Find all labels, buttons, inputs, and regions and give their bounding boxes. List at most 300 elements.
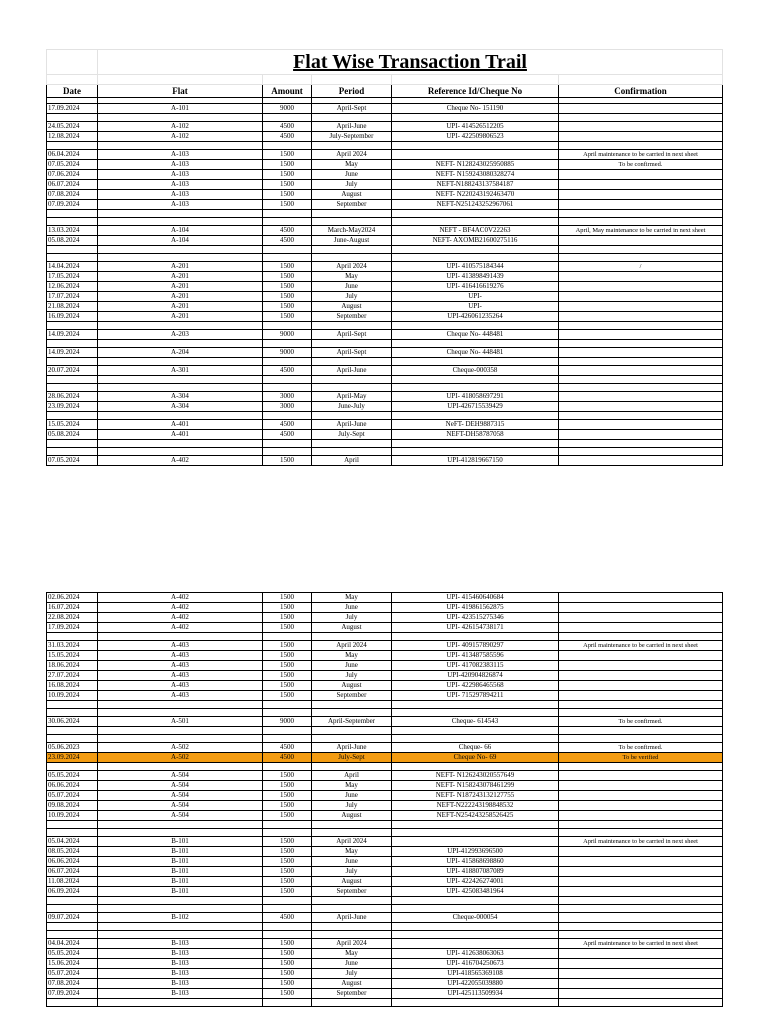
cell-reference[interactable] [392, 246, 559, 254]
cell-flat[interactable]: B-102 [98, 913, 263, 923]
cell-date[interactable]: 07.05.2024 [47, 160, 98, 170]
cell-reference[interactable]: UPI-412993696500 [392, 847, 559, 857]
cell-flat[interactable]: A-501 [98, 717, 263, 727]
cell-amount[interactable]: 4500 [263, 366, 312, 376]
cell-amount[interactable] [263, 440, 312, 448]
cell-amount[interactable] [263, 905, 312, 913]
cell-confirmation[interactable] [559, 430, 723, 440]
cell-period[interactable]: July-Sept [312, 430, 392, 440]
cell-flat[interactable]: A-401 [98, 430, 263, 440]
cell-amount[interactable]: 1500 [263, 959, 312, 969]
cell-period[interactable]: August [312, 811, 392, 821]
cell-date[interactable]: 27.07.2024 [47, 671, 98, 681]
cell-period[interactable] [312, 358, 392, 366]
cell-date[interactable]: 07.08.2024 [47, 979, 98, 989]
cell-flat[interactable]: A-502 [98, 743, 263, 753]
cell-amount[interactable]: 4500 [263, 743, 312, 753]
cell-confirmation[interactable]: April maintenance to be carried in next sheet [559, 641, 723, 651]
cell-date[interactable] [47, 322, 98, 330]
cell-date[interactable] [47, 254, 98, 262]
cell-reference[interactable] [392, 218, 559, 226]
cell-reference[interactable] [392, 633, 559, 641]
cell-date[interactable]: 16.09.2024 [47, 312, 98, 322]
cell-period[interactable]: June [312, 282, 392, 292]
cell-period[interactable]: May [312, 949, 392, 959]
cell-date[interactable] [47, 210, 98, 218]
cell-date[interactable]: 05.05.2024 [47, 771, 98, 781]
cell-amount[interactable]: 1500 [263, 969, 312, 979]
cell-confirmation[interactable] [559, 440, 723, 448]
cell-confirmation[interactable] [559, 603, 723, 613]
cell-period[interactable]: April [312, 456, 392, 466]
cell-confirmation[interactable]: April maintenance to be carried in next sheet [559, 150, 723, 160]
cell-period[interactable]: May [312, 651, 392, 661]
cell-date[interactable]: 31.03.2024 [47, 641, 98, 651]
cell-flat[interactable]: A-104 [98, 236, 263, 246]
cell-reference[interactable] [392, 440, 559, 448]
cell-period[interactable]: June [312, 791, 392, 801]
cell-period[interactable]: April-June [312, 420, 392, 430]
cell-confirmation[interactable] [559, 448, 723, 456]
cell-amount[interactable]: 1500 [263, 593, 312, 603]
cell-flat[interactable]: A-402 [98, 603, 263, 613]
cell-period[interactable] [312, 218, 392, 226]
cell-date[interactable] [47, 246, 98, 254]
cell-date[interactable]: 09.08.2024 [47, 801, 98, 811]
cell-period[interactable]: July-September [312, 132, 392, 142]
cell-amount[interactable]: 1500 [263, 939, 312, 949]
cell-reference[interactable]: UPI-418565369108 [392, 969, 559, 979]
cell-reference[interactable] [392, 931, 559, 939]
cell-flat[interactable] [98, 701, 263, 709]
cell-flat[interactable]: A-103 [98, 150, 263, 160]
cell-confirmation[interactable] [559, 867, 723, 877]
cell-period[interactable]: July-Sept [312, 753, 392, 763]
cell-reference[interactable]: UPI- 422426274001 [392, 877, 559, 887]
cell-period[interactable] [312, 322, 392, 330]
cell-reference[interactable] [392, 376, 559, 384]
cell-amount[interactable] [263, 735, 312, 743]
cell-confirmation[interactable] [559, 358, 723, 366]
cell-period[interactable]: April 2024 [312, 262, 392, 272]
cell-amount[interactable]: 1500 [263, 262, 312, 272]
cell-date[interactable]: 16.07.2024 [47, 603, 98, 613]
cell-flat[interactable] [98, 763, 263, 771]
cell-amount[interactable]: 1500 [263, 887, 312, 897]
cell-confirmation[interactable]: April maintenance to be carried in next sheet [559, 939, 723, 949]
cell-date[interactable]: 16.08.2024 [47, 681, 98, 691]
header-date[interactable]: Date [47, 85, 98, 98]
cell-confirmation[interactable] [559, 651, 723, 661]
cell-amount[interactable]: 1500 [263, 661, 312, 671]
cell-confirmation[interactable] [559, 412, 723, 420]
cell-period[interactable]: April-June [312, 743, 392, 753]
cell-period[interactable] [312, 340, 392, 348]
cell-reference[interactable]: NeFT- DEH9887315 [392, 420, 559, 430]
cell-confirmation[interactable] [559, 791, 723, 801]
cell-reference[interactable] [392, 999, 559, 1007]
cell-date[interactable]: 05.07.2024 [47, 969, 98, 979]
cell-confirmation[interactable] [559, 200, 723, 210]
cell-amount[interactable]: 1500 [263, 681, 312, 691]
cell-amount[interactable]: 9000 [263, 348, 312, 358]
cell-flat[interactable]: A-102 [98, 132, 263, 142]
cell-period[interactable] [312, 210, 392, 218]
cell-flat[interactable]: A-504 [98, 801, 263, 811]
cell-amount[interactable] [263, 923, 312, 931]
cell-confirmation[interactable] [559, 801, 723, 811]
cell-confirmation[interactable] [559, 420, 723, 430]
cell-date[interactable]: 06.07.2024 [47, 180, 98, 190]
cell-amount[interactable]: 4500 [263, 753, 312, 763]
cell-reference[interactable]: UPI- 410575184344 [392, 262, 559, 272]
cell-date[interactable]: 05.08.2024 [47, 236, 98, 246]
cell-date[interactable]: 10.09.2024 [47, 811, 98, 821]
cell-date[interactable]: 13.03.2024 [47, 226, 98, 236]
cell-period[interactable] [312, 246, 392, 254]
cell-period[interactable]: July [312, 801, 392, 811]
cell-confirmation[interactable] [559, 897, 723, 905]
cell-date[interactable]: 07.08.2024 [47, 190, 98, 200]
cell-reference[interactable]: UPI- 413487585596 [392, 651, 559, 661]
cell-reference[interactable]: UPI- 413898491439 [392, 272, 559, 282]
cell-period[interactable]: March-May2024 [312, 226, 392, 236]
cell-date[interactable] [47, 727, 98, 735]
cell-flat[interactable]: A-304 [98, 402, 263, 412]
cell-reference[interactable]: UPI-426061235264 [392, 312, 559, 322]
cell-confirmation[interactable] [559, 104, 723, 114]
cell-period[interactable]: August [312, 877, 392, 887]
cell-amount[interactable]: 1500 [263, 272, 312, 282]
cell-amount[interactable]: 1500 [263, 651, 312, 661]
cell-period[interactable]: June-August [312, 236, 392, 246]
cell-date[interactable]: 05.07.2024 [47, 791, 98, 801]
cell-confirmation[interactable]: To be confirmed. [559, 717, 723, 727]
cell-confirmation[interactable] [559, 132, 723, 142]
cell-reference[interactable]: UPI- 418807087089 [392, 867, 559, 877]
cell-flat[interactable]: A-504 [98, 811, 263, 821]
cell-flat[interactable] [98, 246, 263, 254]
cell-reference[interactable]: Cheque-000358 [392, 366, 559, 376]
cell-reference[interactable]: NEFT - BF4AC0V22263 [392, 226, 559, 236]
cell-flat[interactable]: A-402 [98, 593, 263, 603]
cell-period[interactable] [312, 709, 392, 717]
cell-confirmation[interactable] [559, 735, 723, 743]
cell-reference[interactable] [392, 727, 559, 735]
cell-date[interactable] [47, 114, 98, 122]
cell-confirmation[interactable] [559, 180, 723, 190]
cell-date[interactable]: 20.07.2024 [47, 366, 98, 376]
cell-confirmation[interactable] [559, 340, 723, 348]
cell-flat[interactable]: B-103 [98, 969, 263, 979]
cell-confirmation[interactable] [559, 282, 723, 292]
cell-amount[interactable] [263, 448, 312, 456]
cell-date[interactable] [47, 821, 98, 829]
cell-amount[interactable]: 9000 [263, 717, 312, 727]
cell-reference[interactable] [392, 254, 559, 262]
cell-confirmation[interactable] [559, 593, 723, 603]
cell-date[interactable]: 06.07.2024 [47, 867, 98, 877]
cell-period[interactable] [312, 142, 392, 150]
cell-reference[interactable]: UPI- 412638063063 [392, 949, 559, 959]
cell-amount[interactable]: 4500 [263, 236, 312, 246]
cell-reference[interactable] [392, 150, 559, 160]
cell-reference[interactable]: Cheque No- 448481 [392, 330, 559, 340]
cell-confirmation[interactable] [559, 829, 723, 837]
cell-date[interactable] [47, 763, 98, 771]
cell-confirmation[interactable] [559, 246, 723, 254]
cell-period[interactable]: July [312, 671, 392, 681]
cell-amount[interactable]: 9000 [263, 330, 312, 340]
cell-flat[interactable]: B-101 [98, 847, 263, 857]
cell-amount[interactable]: 4500 [263, 430, 312, 440]
cell-reference[interactable]: Cheque-000054 [392, 913, 559, 923]
cell-date[interactable] [47, 999, 98, 1007]
cell-date[interactable]: 18.06.2024 [47, 661, 98, 671]
cell-flat[interactable] [98, 931, 263, 939]
cell-date[interactable]: 07.09.2024 [47, 200, 98, 210]
cell-period[interactable]: April-June [312, 913, 392, 923]
cell-amount[interactable]: 1500 [263, 312, 312, 322]
cell-amount[interactable] [263, 340, 312, 348]
cell-date[interactable]: 17.09.2024 [47, 623, 98, 633]
cell-amount[interactable]: 1500 [263, 200, 312, 210]
cell-date[interactable] [47, 218, 98, 226]
cell-period[interactable]: September [312, 989, 392, 999]
cell-flat[interactable]: B-101 [98, 857, 263, 867]
cell-amount[interactable]: 1500 [263, 857, 312, 867]
cell-reference[interactable] [392, 340, 559, 348]
cell-period[interactable]: July [312, 292, 392, 302]
cell-flat[interactable]: A-201 [98, 292, 263, 302]
cell-period[interactable]: April-Sept [312, 104, 392, 114]
cell-amount[interactable] [263, 254, 312, 262]
cell-period[interactable] [312, 923, 392, 931]
cell-period[interactable]: April 2024 [312, 939, 392, 949]
cell-confirmation[interactable] [559, 348, 723, 358]
cell-reference[interactable] [392, 448, 559, 456]
cell-period[interactable]: April-September [312, 717, 392, 727]
cell-amount[interactable]: 1500 [263, 282, 312, 292]
cell-date[interactable]: 15.05.2024 [47, 420, 98, 430]
cell-amount[interactable] [263, 727, 312, 735]
cell-flat[interactable]: A-103 [98, 170, 263, 180]
cell-date[interactable]: 08.05.2024 [47, 847, 98, 857]
cell-confirmation[interactable] [559, 330, 723, 340]
cell-flat[interactable]: A-403 [98, 681, 263, 691]
cell-reference[interactable]: NEFT- N220243192463470 [392, 190, 559, 200]
cell-flat[interactable]: B-103 [98, 949, 263, 959]
cell-confirmation[interactable] [559, 681, 723, 691]
cell-date[interactable]: 23.09.2024 [47, 753, 98, 763]
cell-flat[interactable] [98, 821, 263, 829]
cell-date[interactable]: 05.04.2024 [47, 837, 98, 847]
cell-period[interactable] [312, 999, 392, 1007]
cell-period[interactable] [312, 412, 392, 420]
cell-confirmation[interactable]: April, May maintenance to be carried in next sheet [559, 226, 723, 236]
cell-flat[interactable]: A-101 [98, 104, 263, 114]
cell-date[interactable]: 15.06.2024 [47, 959, 98, 969]
cell-confirmation[interactable] [559, 959, 723, 969]
cell-flat[interactable]: A-104 [98, 226, 263, 236]
cell-confirmation[interactable] [559, 456, 723, 466]
cell-period[interactable] [312, 384, 392, 392]
cell-confirmation[interactable]: April maintenance to be carried in next sheet [559, 837, 723, 847]
cell-date[interactable]: 07.05.2024 [47, 456, 98, 466]
cell-amount[interactable]: 1500 [263, 190, 312, 200]
cell-period[interactable]: April 2024 [312, 641, 392, 651]
cell-date[interactable] [47, 735, 98, 743]
cell-confirmation[interactable] [559, 923, 723, 931]
cell-flat[interactable]: A-103 [98, 180, 263, 190]
cell-date[interactable] [47, 701, 98, 709]
cell-confirmation[interactable] [559, 122, 723, 132]
cell-confirmation[interactable] [559, 691, 723, 701]
cell-reference[interactable] [392, 837, 559, 847]
cell-date[interactable] [47, 340, 98, 348]
cell-reference[interactable]: UPI- 417082383115 [392, 661, 559, 671]
cell-amount[interactable]: 1500 [263, 160, 312, 170]
cell-confirmation[interactable] [559, 292, 723, 302]
cell-flat[interactable]: A-502 [98, 753, 263, 763]
cell-period[interactable]: April-Sept [312, 330, 392, 340]
cell-period[interactable] [312, 254, 392, 262]
cell-flat[interactable]: A-201 [98, 272, 263, 282]
cell-flat[interactable]: A-401 [98, 420, 263, 430]
cell-amount[interactable]: 4500 [263, 132, 312, 142]
cell-flat[interactable] [98, 829, 263, 837]
cell-reference[interactable]: UPI- 414526512205 [392, 122, 559, 132]
cell-date[interactable]: 17.07.2024 [47, 292, 98, 302]
cell-period[interactable]: August [312, 623, 392, 633]
cell-flat[interactable] [98, 340, 263, 348]
cell-confirmation[interactable] [559, 811, 723, 821]
cell-amount[interactable] [263, 701, 312, 709]
cell-amount[interactable]: 3000 [263, 392, 312, 402]
cell-date[interactable]: 21.08.2024 [47, 302, 98, 312]
cell-amount[interactable] [263, 246, 312, 254]
cell-confirmation[interactable] [559, 218, 723, 226]
cell-confirmation[interactable] [559, 312, 723, 322]
cell-confirmation[interactable]: To be verified [559, 753, 723, 763]
cell-reference[interactable]: UPI- 409157890297 [392, 641, 559, 651]
cell-period[interactable] [312, 905, 392, 913]
cell-amount[interactable] [263, 931, 312, 939]
cell-amount[interactable]: 9000 [263, 104, 312, 114]
cell-amount[interactable]: 1500 [263, 801, 312, 811]
cell-confirmation[interactable] [559, 366, 723, 376]
cell-confirmation[interactable] [559, 114, 723, 122]
cell-amount[interactable]: 1500 [263, 837, 312, 847]
cell-period[interactable]: May [312, 160, 392, 170]
cell-period[interactable] [312, 440, 392, 448]
cell-confirmation[interactable] [559, 905, 723, 913]
cell-amount[interactable] [263, 322, 312, 330]
cell-confirmation[interactable] [559, 322, 723, 330]
cell-reference[interactable] [392, 412, 559, 420]
cell-reference[interactable]: UPI- 425083481964 [392, 887, 559, 897]
cell-date[interactable]: 07.09.2024 [47, 989, 98, 999]
cell-reference[interactable]: UPI- 415868698860 [392, 857, 559, 867]
cell-date[interactable] [47, 905, 98, 913]
cell-confirmation[interactable] [559, 384, 723, 392]
cell-flat[interactable] [98, 142, 263, 150]
cell-reference[interactable]: NEFT- N159243080328274 [392, 170, 559, 180]
cell-reference[interactable]: NEFT- N187243132127755 [392, 791, 559, 801]
cell-confirmation[interactable] [559, 709, 723, 717]
cell-confirmation[interactable] [559, 210, 723, 218]
cell-flat[interactable] [98, 412, 263, 420]
cell-period[interactable]: April-June [312, 122, 392, 132]
cell-reference[interactable]: UPI- 416704250673 [392, 959, 559, 969]
cell-date[interactable] [47, 376, 98, 384]
cell-reference[interactable]: NEFT-N222243198848532 [392, 801, 559, 811]
cell-date[interactable]: 12.08.2024 [47, 132, 98, 142]
cell-confirmation[interactable]: To be confirmed. [559, 743, 723, 753]
cell-amount[interactable] [263, 821, 312, 829]
cell-period[interactable] [312, 376, 392, 384]
cell-flat[interactable] [98, 358, 263, 366]
cell-confirmation[interactable] [559, 887, 723, 897]
cell-confirmation[interactable] [559, 999, 723, 1007]
cell-amount[interactable]: 1500 [263, 771, 312, 781]
cell-reference[interactable] [392, 322, 559, 330]
cell-confirmation[interactable] [559, 661, 723, 671]
cell-date[interactable]: 07.06.2024 [47, 170, 98, 180]
cell-period[interactable]: September [312, 691, 392, 701]
cell-period[interactable]: April-May [312, 392, 392, 402]
cell-flat[interactable]: A-504 [98, 791, 263, 801]
cell-date[interactable]: 30.06.2024 [47, 717, 98, 727]
cell-flat[interactable]: A-403 [98, 691, 263, 701]
header-confirmation[interactable]: Confirmation [559, 85, 723, 98]
cell-flat[interactable] [98, 448, 263, 456]
cell-date[interactable] [47, 709, 98, 717]
cell-date[interactable]: 06.09.2024 [47, 887, 98, 897]
cell-date[interactable]: 06.06.2024 [47, 857, 98, 867]
cell-date[interactable] [47, 448, 98, 456]
cell-period[interactable] [312, 829, 392, 837]
cell-flat[interactable]: A-103 [98, 190, 263, 200]
cell-period[interactable]: April-June [312, 366, 392, 376]
cell-amount[interactable]: 1500 [263, 302, 312, 312]
cell-reference[interactable] [392, 735, 559, 743]
cell-amount[interactable]: 1500 [263, 170, 312, 180]
cell-flat[interactable] [98, 709, 263, 717]
cell-amount[interactable]: 1500 [263, 867, 312, 877]
cell-reference[interactable]: NEFT- N128243025950885 [392, 160, 559, 170]
cell-date[interactable] [47, 923, 98, 931]
cell-reference[interactable] [392, 709, 559, 717]
cell-period[interactable]: August [312, 302, 392, 312]
cell-reference[interactable]: UPI- [392, 292, 559, 302]
cell-period[interactable]: May [312, 272, 392, 282]
cell-period[interactable]: April-Sept [312, 348, 392, 358]
cell-amount[interactable] [263, 142, 312, 150]
cell-confirmation[interactable] [559, 236, 723, 246]
cell-reference[interactable]: UPI- 715297894211 [392, 691, 559, 701]
cell-confirmation[interactable] [559, 989, 723, 999]
cell-period[interactable] [312, 701, 392, 709]
cell-amount[interactable] [263, 358, 312, 366]
cell-flat[interactable]: A-301 [98, 366, 263, 376]
cell-period[interactable]: August [312, 190, 392, 200]
cell-amount[interactable] [263, 829, 312, 837]
cell-flat[interactable]: B-103 [98, 989, 263, 999]
cell-period[interactable]: May [312, 781, 392, 791]
cell-period[interactable]: May [312, 847, 392, 857]
cell-date[interactable]: 05.05.2024 [47, 949, 98, 959]
